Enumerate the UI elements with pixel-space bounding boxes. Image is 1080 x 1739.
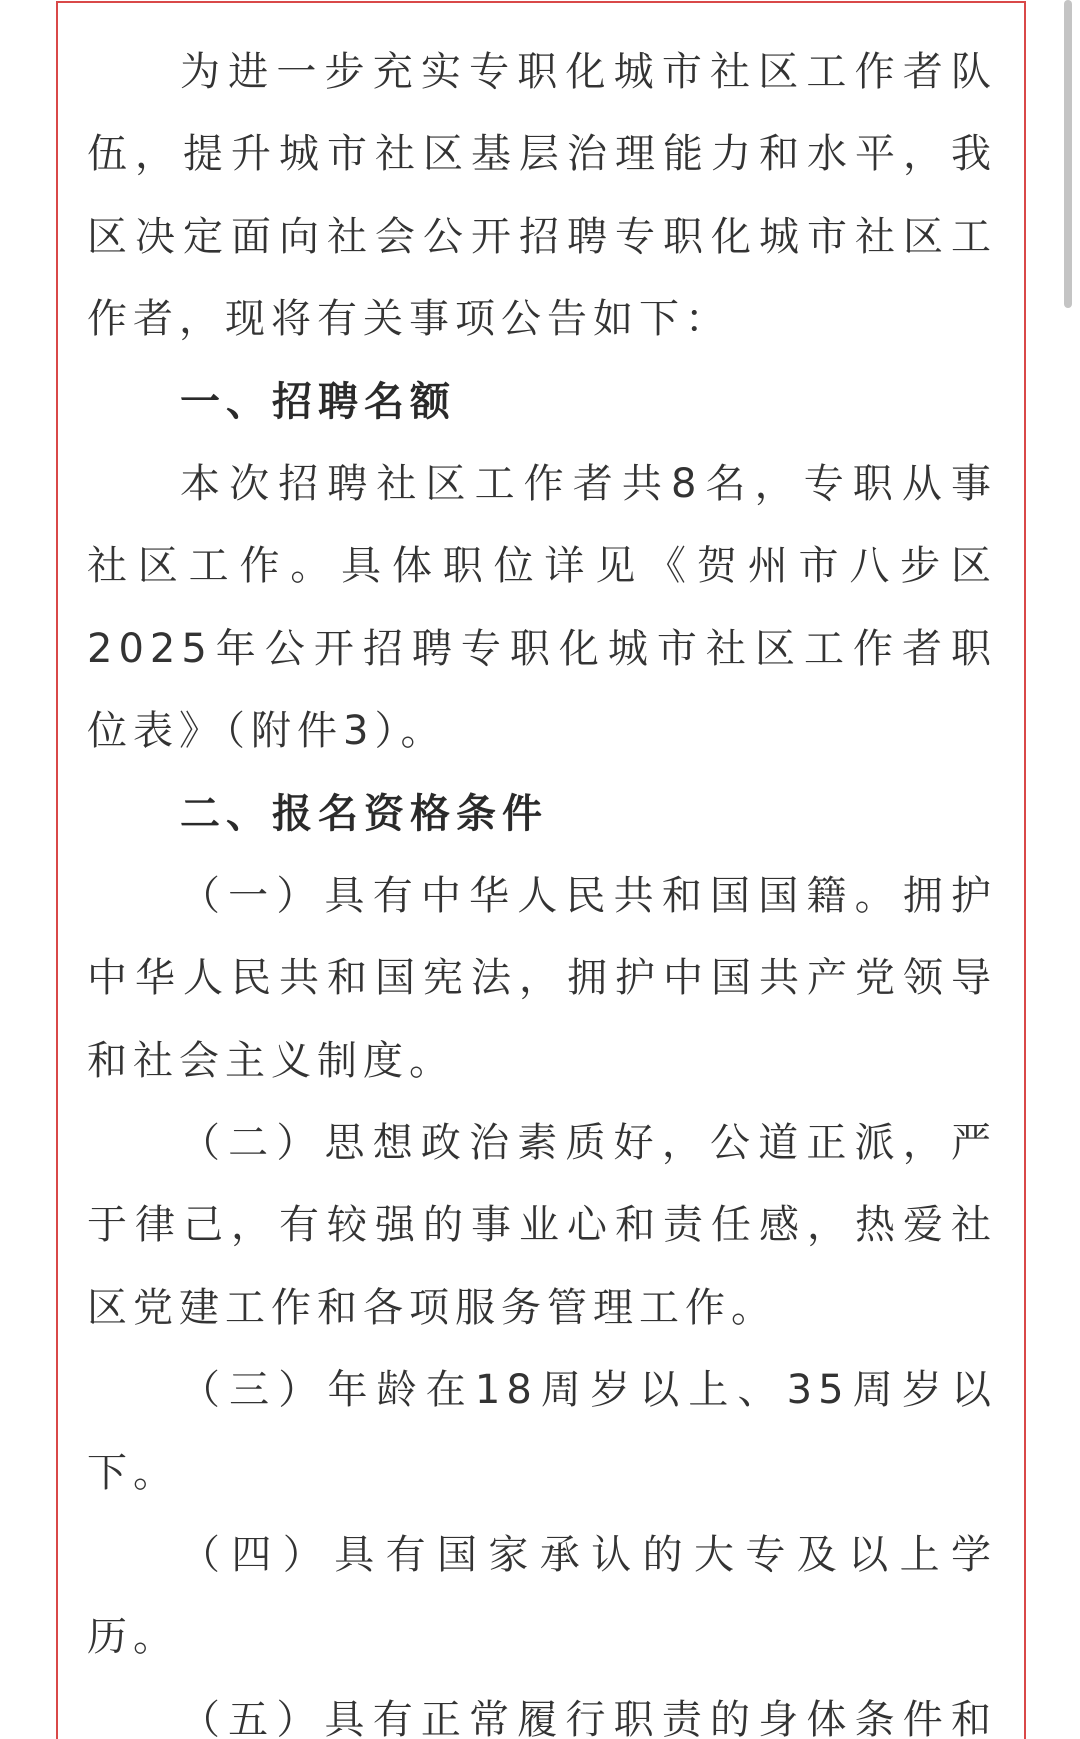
eligibility-item-2-line: （二）思想政治素质好，公道正派，严 bbox=[180, 1120, 997, 1167]
intro-line: 伍，提升城市社区基层治理能力和水平，我 bbox=[87, 131, 997, 178]
section1-body-line: 社区工作。具体职位详见《贺州市八步区 bbox=[87, 543, 997, 590]
scrollbar-thumb[interactable] bbox=[1064, 0, 1072, 308]
eligibility-item-2-line: 区党建工作和各项服务管理工作。 bbox=[87, 1284, 777, 1331]
eligibility-item-1-line: 和社会主义制度。 bbox=[87, 1037, 455, 1084]
eligibility-item-4-line: 历。 bbox=[87, 1614, 179, 1661]
eligibility-item-2-line: 于律己，有较强的事业心和责任感，热爱社 bbox=[87, 1202, 997, 1249]
section1-body-line: 2025年公开招聘专职化城市社区工作者职 bbox=[87, 625, 997, 672]
eligibility-item-1-line: （一）具有中华人民共和国国籍。拥护 bbox=[180, 872, 997, 919]
section-heading-quota: 一、招聘名额 bbox=[180, 378, 456, 425]
section-heading-eligibility: 二、报名资格条件 bbox=[180, 790, 548, 837]
intro-line: 作者，现将有关事项公告如下： bbox=[87, 296, 731, 343]
document-body bbox=[87, 31, 997, 1739]
eligibility-item-3-line: （三）年龄在18周岁以上、35周岁以 bbox=[180, 1367, 997, 1414]
eligibility-item-4-line: （四）具有国家承认的大专及以上学 bbox=[180, 1532, 997, 1579]
eligibility-item-1-line: 中华人民共和国宪法，拥护中国共产党领导 bbox=[87, 955, 997, 1002]
section1-body-line: 本次招聘社区工作者共8名，专职从事 bbox=[180, 460, 997, 507]
eligibility-item-3-line: 下。 bbox=[87, 1449, 179, 1496]
section1-body-line: 位表》（附件3）。 bbox=[87, 708, 447, 755]
intro-line: 为进一步充实专职化城市社区工作者队 bbox=[180, 49, 997, 95]
eligibility-item-5-line: （五）具有正常履行职责的身体条件和 bbox=[180, 1696, 997, 1739]
intro-line: 区决定面向社会公开招聘专职化城市社区工 bbox=[87, 213, 997, 260]
